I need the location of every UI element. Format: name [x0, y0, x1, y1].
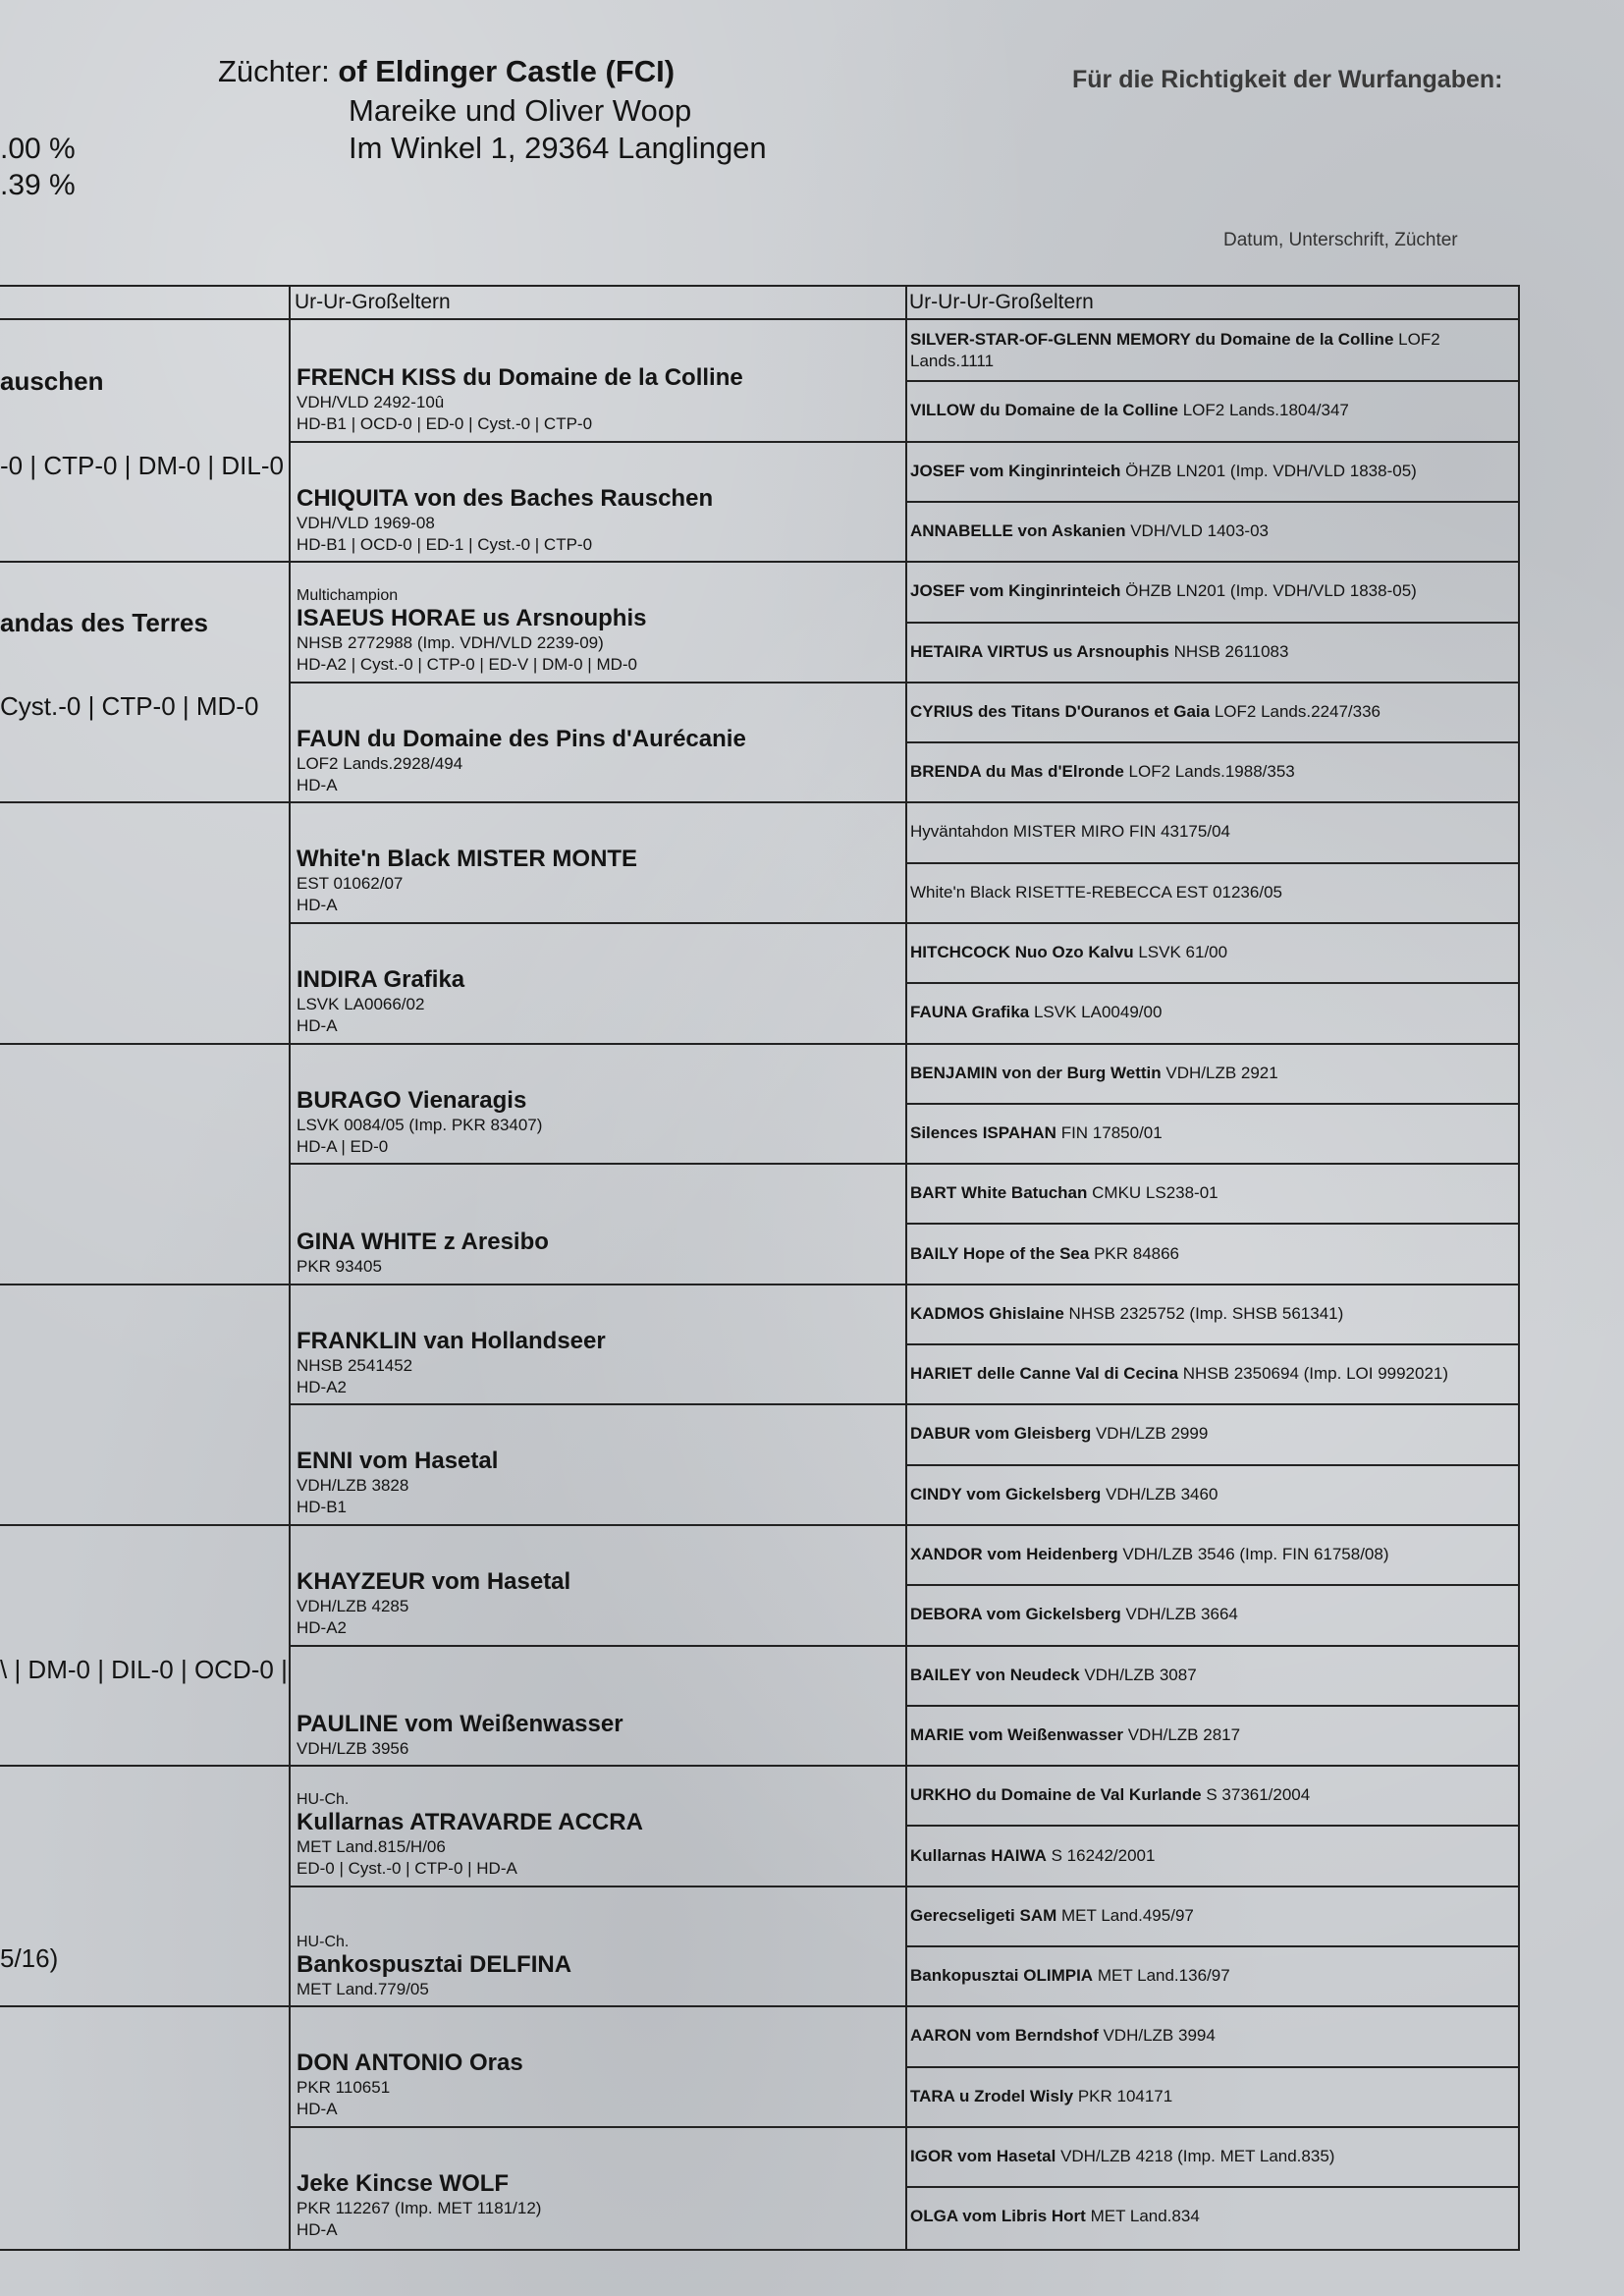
great-grandparent-cell [908, 682, 1517, 741]
dog-name: Kullarnas HAIWA [910, 1845, 1047, 1865]
column-header-gen4: Ur-Ur-Großeltern [295, 291, 451, 313]
dog-name: BENJAMIN von der Burg Wettin [910, 1063, 1162, 1082]
dog-detail: HD-B1 [297, 1498, 348, 1516]
dog-name: DON ANTONIO Oras [297, 2050, 523, 2076]
dog-detail: HD-A2 | Cyst.-0 | CTP-0 | ED-V | DM-0 | MD-0 [297, 655, 637, 674]
percentage-1: .00 % [0, 133, 76, 165]
dog-registration: NHSB 2611083 [1173, 641, 1289, 661]
dog-name: ANNABELLE von Askanien [910, 520, 1126, 540]
dog-name: DEBORA vom Gickelsberg [910, 1604, 1121, 1623]
dog-registration: NHSB 2325752 (Imp. SHSB 561341) [1068, 1303, 1344, 1323]
dog-registration: MET Land.495/97 [1061, 1905, 1194, 1925]
great-grandparent-cell [908, 1284, 1517, 1343]
great-grandparent-cell [908, 1705, 1517, 1765]
dog-name: SILVER-STAR-OF-GLENN MEMORY du Domaine de la Colline [910, 329, 1394, 349]
dog-name: BURAGO Vienaragis [297, 1087, 527, 1114]
dog-registration: VDH/LZB 3460 [1106, 1484, 1218, 1503]
great-grandparent-cell [908, 2126, 1517, 2186]
dog-name: GINA WHITE z Aresibo [297, 1229, 549, 1255]
dog-detail: HD-A [297, 2220, 338, 2239]
great-grandparent-cell [908, 1645, 1517, 1705]
dog-detail: HD-A [297, 896, 338, 914]
breeder-line [218, 54, 675, 89]
great-grandparent-cell [908, 1464, 1517, 1524]
great-grandparent-cell [908, 1043, 1517, 1103]
great-grandparent-cell [908, 2186, 1517, 2246]
dog-name: INDIRA Grafika [297, 966, 465, 993]
dog-name: JOSEF vom Kinginrinteich [910, 580, 1121, 600]
great-grandparent-cell [908, 320, 1517, 380]
great-grandparent-cell [908, 441, 1517, 501]
dog-detail: HD-A2 [297, 1378, 348, 1396]
great-grandparent-cell [908, 741, 1517, 801]
dog-registration: S 37361/2004 [1206, 1784, 1311, 1804]
dog-detail: ED-0 | Cyst.-0 | CTP-0 | HD-A [297, 1859, 517, 1878]
dog-detail: HD-A | ED-0 [297, 1137, 389, 1156]
dog-registration: LOF2 Lands.1804/347 [1182, 400, 1349, 419]
great-grandparent-cell [908, 1765, 1517, 1825]
dog-registration: LOF2 Lands.2247/336 [1214, 701, 1381, 721]
grandparent-cell [297, 2126, 899, 2247]
grandparent-cell [297, 2005, 899, 2126]
dog-title: Multichampion [297, 587, 399, 604]
grandparent-cell [297, 561, 899, 682]
breeder-name: of Eldinger Castle (FCI) [338, 54, 676, 88]
dog-name: ISAEUS HORAE us Arsnouphis [297, 605, 647, 631]
dog-name: ENNI vom Hasetal [297, 1448, 499, 1474]
dog-registration: VDH/VLD 1403-03 [1130, 520, 1270, 540]
dog-detail: PKR 110651 [297, 2078, 391, 2097]
grandparent-cell [297, 1403, 899, 1524]
dog-name: Bankopusztai OLIMPIA [910, 1965, 1094, 1985]
dog-name: CHIQUITA von des Baches Rauschen [297, 485, 714, 512]
dog-name: FAUN du Domaine des Pins d'Aurécanie [297, 726, 746, 752]
grandparent-cell [297, 1886, 899, 2006]
breeder-label: Züchter: [218, 54, 330, 88]
dog-name: Jeke Kincse WOLF [297, 2170, 510, 2197]
grandparent-cell [297, 1163, 899, 1284]
dog-detail: LSVK LA0066/02 [297, 995, 425, 1013]
dog-registration: CMKU LS238-01 [1092, 1182, 1218, 1202]
great-grandparent-cell [908, 1826, 1517, 1886]
dog-name: Kullarnas ATRAVARDE ACCRA [297, 1809, 643, 1835]
dog-name: BART White Batuchan [910, 1182, 1088, 1202]
dog-registration: LSVK LA0049/00 [1033, 1002, 1163, 1021]
dog-name: BAILEY von Neudeck [910, 1665, 1080, 1684]
dog-registration: VDH/LZB 2921 [1165, 1063, 1278, 1082]
dog-registration: VDH/LZB 3664 [1125, 1604, 1238, 1623]
dog-registration: ÖHZB LN201 (Imp. VDH/VLD 1838-05) [1125, 461, 1417, 480]
dog-name: White'n Black MISTER MONTE [297, 846, 638, 872]
dog-registration: S 16242/2001 [1051, 1845, 1156, 1865]
parent-fragment: auschen [0, 366, 104, 396]
dog-detail: HD-A [297, 1016, 338, 1035]
dog-name: AARON vom Berndshof [910, 2025, 1099, 2045]
grandparent-cell [297, 1043, 899, 1164]
parent-fragment: -0 | CTP-0 | DM-0 | DIL-0 [0, 451, 284, 480]
dog-registration: White'n Black RISETTE-REBECCA EST 01236/05 [910, 882, 1282, 902]
great-grandparent-cell [908, 862, 1517, 922]
dog-name: HITCHCOCK Nuo Ozo Kalvu [910, 942, 1134, 961]
dog-name: CINDY vom Gickelsberg [910, 1484, 1102, 1503]
dog-registration: PKR 84866 [1094, 1243, 1180, 1263]
dog-name: XANDOR vom Heidenberg [910, 1544, 1118, 1563]
dog-registration: LSVK 61/00 [1138, 942, 1228, 961]
dog-registration: VDH/LZB 3994 [1103, 2025, 1216, 2045]
grandparent-cell [297, 441, 899, 562]
dog-detail: HD-A [297, 776, 338, 794]
dog-registration: MET Land.834 [1090, 2206, 1200, 2225]
dog-title: HU-Ch. [297, 1791, 350, 1808]
dog-registration: MET Land.136/97 [1097, 1965, 1230, 1985]
dog-name: IGOR vom Hasetal [910, 2146, 1056, 2165]
grandparent-cell [297, 1645, 899, 1766]
grandparent-cell [297, 1765, 899, 1886]
dog-detail: LSVK 0084/05 (Imp. PKR 83407) [297, 1116, 543, 1134]
dog-detail: NHSB 2541452 [297, 1356, 413, 1375]
great-grandparent-cell [908, 2066, 1517, 2126]
grandparent-cell [297, 922, 899, 1043]
great-grandparent-cell [908, 1224, 1517, 1284]
dog-name: OLGA vom Libris Hort [910, 2206, 1086, 2225]
dog-detail: VDH/VLD 1969-08 [297, 514, 435, 532]
dog-name: URKHO du Domaine de Val Kurlande [910, 1784, 1202, 1804]
grandparent-cell [297, 801, 899, 922]
grandparent-cell [297, 682, 899, 802]
grid-line [1518, 285, 1520, 2251]
dog-detail: HD-A [297, 2100, 338, 2118]
dog-name: HETAIRA VIRTUS us Arsnouphis [910, 641, 1169, 661]
dog-detail: HD-B1 | OCD-0 | ED-1 | Cyst.-0 | CTP-0 [297, 535, 593, 554]
pedigree-table [0, 285, 1520, 2251]
great-grandparent-cell [908, 1343, 1517, 1403]
dog-name: VILLOW du Domaine de la Colline [910, 400, 1178, 419]
great-grandparent-cell [908, 1103, 1517, 1163]
dog-registration: LOF2 Lands.1111 [910, 329, 1440, 370]
dog-detail: MET Land.815/H/06 [297, 1837, 446, 1856]
great-grandparent-cell [908, 1584, 1517, 1644]
dog-name: JOSEF vom Kinginrinteich [910, 461, 1121, 480]
dog-name: FAUNA Grafika [910, 1002, 1030, 1021]
breeder-address: Im Winkel 1, 29364 Langlingen [349, 131, 767, 165]
dog-name: FRANKLIN van Hollandseer [297, 1328, 606, 1354]
grid-line [905, 285, 907, 2251]
dog-registration: VDH/LZB 3546 (Imp. FIN 61758/08) [1122, 1544, 1389, 1563]
dog-registration: VDH/LZB 2999 [1095, 1423, 1209, 1443]
great-grandparent-cell [908, 2005, 1517, 2065]
grandparent-cell [297, 320, 899, 441]
dog-detail: PKR 112267 (Imp. MET 1181/12) [297, 2199, 542, 2217]
grid-line [0, 285, 1520, 287]
dog-detail: EST 01062/07 [297, 874, 404, 893]
great-grandparent-cell [908, 501, 1517, 561]
dog-registration: NHSB 2350694 (Imp. LOI 9992021) [1182, 1363, 1449, 1383]
dog-name: CYRIUS des Titans D'Ouranos et Gaia [910, 701, 1211, 721]
dog-name: TARA u Zrodel Wisly [910, 2086, 1074, 2105]
dog-registration: PKR 104171 [1077, 2086, 1173, 2105]
dog-name: Gerecseligeti SAM [910, 1905, 1057, 1925]
dog-name: KHAYZEUR vom Hasetal [297, 1568, 571, 1595]
dog-detail: HD-B1 | OCD-0 | ED-0 | Cyst.-0 | CTP-0 [297, 414, 593, 433]
dog-detail: VDH/LZB 3828 [297, 1476, 409, 1495]
dog-registration: VDH/LZB 2817 [1127, 1724, 1241, 1744]
dog-name: FRENCH KISS du Domaine de la Colline [297, 364, 743, 391]
grandparent-cell [297, 1284, 899, 1404]
great-grandparent-cell [908, 561, 1517, 621]
dog-registration: Hyväntahdon MISTER MIRO FIN 43175/04 [910, 821, 1230, 841]
dog-detail: VDH/LZB 4285 [297, 1597, 409, 1615]
great-grandparent-cell [908, 1945, 1517, 2005]
parent-fragment: \ | DM-0 | DIL-0 | OCD-0 | [0, 1655, 288, 1684]
dog-detail: PKR 93405 [297, 1257, 382, 1276]
great-grandparent-cell [908, 801, 1517, 861]
dog-registration: FIN 17850/01 [1060, 1122, 1163, 1142]
dog-title: HU-Ch. [297, 1934, 350, 1950]
great-grandparent-cell [908, 1524, 1517, 1584]
great-grandparent-cell [908, 622, 1517, 682]
grandparent-cell [297, 1524, 899, 1645]
column-header-gen5: Ur-Ur-Ur-Großeltern [909, 291, 1094, 313]
breeder-owners: Mareike und Oliver Woop [349, 93, 692, 128]
great-grandparent-cell [908, 982, 1517, 1042]
parent-fragment: 5/16) [0, 1943, 59, 1973]
dog-name: HARIET delle Canne Val di Cecina [910, 1363, 1179, 1383]
dog-detail: VDH/VLD 2492-10û [297, 393, 445, 411]
dog-detail: LOF2 Lands.2928/494 [297, 754, 463, 773]
dog-name: PAULINE vom Weißenwasser [297, 1711, 623, 1737]
parent-fragment: Cyst.-0 | CTP-0 | MD-0 [0, 691, 259, 721]
dog-registration: LOF2 Lands.1988/353 [1128, 761, 1295, 781]
dog-name: BRENDA du Mas d'Elronde [910, 761, 1124, 781]
dog-name: MARIE vom Weißenwasser [910, 1724, 1123, 1744]
dog-name: Silences ISPAHAN [910, 1122, 1056, 1142]
dog-name: KADMOS Ghislaine [910, 1303, 1064, 1323]
dog-detail: NHSB 2772988 (Imp. VDH/VLD 2239-09) [297, 633, 604, 652]
great-grandparent-cell [908, 922, 1517, 982]
great-grandparent-cell [908, 380, 1517, 440]
great-grandparent-cell [908, 1163, 1517, 1223]
signature-label: Datum, Unterschrift, Züchter [1223, 230, 1458, 250]
dog-name: BAILY Hope of the Sea [910, 1243, 1090, 1263]
dog-name: Bankospusztai DELFINA [297, 1951, 572, 1978]
dog-detail: VDH/LZB 3956 [297, 1739, 409, 1758]
dog-registration: VDH/LZB 4218 (Imp. MET Land.835) [1060, 2146, 1335, 2165]
litter-confirmation-title: Für die Richtigkeit der Wurfangaben: [1072, 66, 1503, 93]
great-grandparent-cell [908, 1886, 1517, 1945]
grid-line [289, 285, 291, 2251]
parent-fragment: andas des Terres [0, 608, 208, 637]
percentage-2: .39 % [0, 169, 76, 201]
dog-detail: HD-A2 [297, 1618, 348, 1637]
dog-registration: VDH/LZB 3087 [1084, 1665, 1197, 1684]
dog-registration: ÖHZB LN201 (Imp. VDH/VLD 1838-05) [1125, 580, 1417, 600]
dog-detail: MET Land.779/05 [297, 1980, 429, 1998]
dog-name: DABUR vom Gleisberg [910, 1423, 1092, 1443]
grid-line [0, 2249, 1520, 2251]
great-grandparent-cell [908, 1403, 1517, 1463]
